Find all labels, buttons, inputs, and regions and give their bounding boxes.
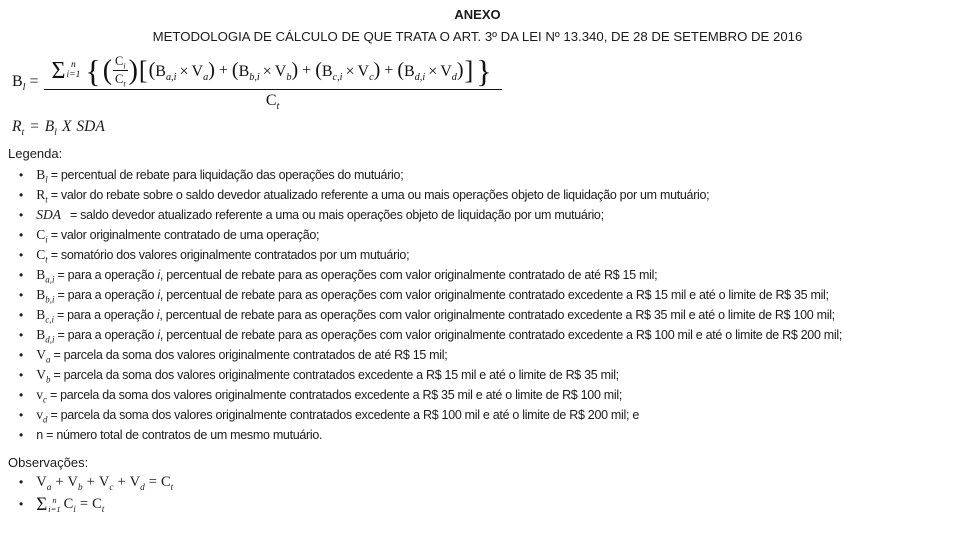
formula-bl-lhs: [12, 73, 26, 94]
legend-text: = somatório dos valores originalmente contratados por um mutuário;: [50, 248, 410, 262]
summation-limits: [67, 61, 81, 81]
observation-2: • Σ n i=1 $C_i = C_t$: [19, 494, 105, 516]
formula-rt: $R_t = B_l$ X SDA: [12, 118, 105, 139]
legend-item-ct: [8, 245, 947, 265]
legend-symbol: n: [36, 428, 44, 442]
legend-text: = valor do rebate sobre o saldo devedor atualizado referente a uma ou mais operações objeto de liquidação por um mutuário;: [50, 188, 710, 202]
legend-heading: Legenda:: [8, 146, 63, 161]
formula-bl: [12, 52, 947, 113]
sum-upper-limit: n: [71, 59, 76, 70]
legend-item-n: [8, 425, 947, 445]
legend-symbol: SDA: [36, 207, 61, 222]
times-icon: ×: [262, 63, 272, 80]
bullet-icon: •: [19, 475, 24, 489]
legend-item-bai: [8, 265, 947, 285]
bullet-icon: •: [19, 328, 24, 342]
legend-item-vc: [8, 385, 947, 405]
legend-text: = para a operação i, percentual de rebate para as operações com valor originalmente contratado excedente a R$ 35 mil e até o limite de R$ 100 mil;: [56, 308, 835, 322]
bullet-icon: •: [19, 208, 24, 222]
close-paren: ): [128, 54, 138, 86]
observations-heading: Observações:: [8, 455, 89, 470]
equals-sign: =: [29, 118, 40, 135]
legend-symbol: $B_{d,i}$: [36, 327, 55, 345]
rt-base: R: [12, 118, 22, 135]
legend-symbol: $B_l$: [36, 167, 48, 185]
bullet-icon: •: [19, 428, 24, 442]
bullet-icon: •: [19, 248, 24, 262]
plus-sign: +: [302, 61, 312, 79]
legend-text: = parcela da soma dos valores originalmente contratados de até R$ 15 mil;: [53, 348, 448, 362]
open-brace: {: [85, 52, 101, 89]
legend-item-rt: [8, 185, 947, 205]
close-brace: }: [476, 52, 492, 89]
open-paren: (: [102, 54, 113, 86]
fraction-denominator: $C_t$: [44, 89, 502, 110]
main-fraction: [44, 52, 502, 113]
legend-item-bci: [8, 305, 947, 325]
legend-list: [8, 165, 947, 445]
term-1: $(B_{a,i} \times V_a)$: [148, 59, 215, 84]
inner-fraction-numerator: $C_i$: [115, 54, 126, 71]
equals-sign: =: [29, 73, 39, 90]
sda-symbol: SDA: [76, 118, 105, 135]
legend-text: = valor originalmente contratado de uma operação;: [50, 228, 320, 242]
bullet-icon: •: [19, 308, 24, 322]
bullet-icon: •: [19, 388, 24, 402]
legend-text: = para a operação i, percentual de rebate para as operações com valor originalmente contratado excedente a R$ 15 mil e até o limite de R$ 35 mil;: [57, 288, 829, 302]
bullet-icon: •: [19, 188, 24, 202]
legend-item-va: [8, 345, 947, 365]
legend-symbol: $B_{a,i}$: [36, 267, 55, 285]
plus-sign: +: [86, 474, 95, 490]
sigma-icon: Σ: [36, 494, 48, 516]
legend-symbol: $B_{c,i}$: [36, 307, 54, 325]
legend-symbol: $V_b$: [36, 367, 51, 385]
bullet-icon: •: [19, 228, 24, 242]
page-subtitle: METODOLOGIA DE CÁLCULO DE QUE TRATA O ART. 3º DA LEI Nº 13.340, DE 28 DE SETEMBRO DE 2016: [152, 29, 803, 44]
legend-item-ci: [8, 225, 947, 245]
open-bracket: [: [138, 55, 148, 85]
legend-symbol: $C_i$: [36, 227, 48, 245]
legend-symbol: $R_t$: [36, 187, 48, 205]
plus-sign: +: [218, 61, 228, 79]
times-icon: ×: [179, 63, 189, 80]
legend-text: = parcela da soma dos valores originalmente contratados excedente a R$ 35 mil e até o limite de R$ 100 mil;: [49, 388, 623, 402]
observation-1: • $V_a + V_b + V_c + V_d = C_t$: [8, 471, 947, 493]
bullet-icon: •: [19, 368, 24, 382]
legend-item-bbi: [8, 285, 947, 305]
inner-fraction-denominator: $C_t$: [115, 72, 126, 89]
term-2: $(B_{b,i} \times V_b)$: [231, 59, 299, 84]
summation-symbol: [52, 59, 81, 83]
plus-sign: +: [117, 474, 126, 490]
legend-text: = saldo devedor atualizado referente a uma ou mais operações objeto de liquidação por um mutuário;: [69, 208, 604, 222]
bullet-icon: •: [19, 268, 24, 282]
legend-symbol: $v_c$: [36, 387, 47, 405]
bullet-icon: •: [19, 408, 24, 422]
legend-text: = para a operação i, percentual de rebate para as operações com valor originalmente contratado de até R$ 15 mil;: [57, 268, 658, 282]
term-4: $(B_{d,i} \times V_d)$: [397, 59, 464, 84]
bl-subscript: l: [22, 82, 26, 94]
legend-item-vd: [8, 405, 947, 425]
plus-sign: +: [55, 474, 64, 490]
legend-text: = parcela da soma dos valores originalmente contratados excedente a R$ 15 mil e até o limite de R$ 35 mil;: [53, 368, 619, 382]
multiply-x: X: [61, 118, 72, 135]
plus-sign: +: [384, 61, 394, 79]
fraction-numerator: [44, 54, 502, 89]
times-icon: ×: [345, 63, 355, 80]
legend-symbol: $v_d$: [36, 407, 48, 425]
sum-lower-limit: i=1: [48, 503, 61, 514]
legend-item-sda: [8, 205, 947, 225]
legend-symbol: $V_a$: [36, 347, 51, 365]
bl-base: B: [12, 73, 23, 90]
bullet-icon: •: [19, 348, 24, 362]
times-icon: ×: [428, 63, 438, 80]
sum-lower-limit: i=1: [66, 69, 81, 80]
legend-item-vb: [8, 365, 947, 385]
equals-sign: =: [148, 474, 157, 490]
legend-text: = para a operação i, percentual de rebate para as operações com valor originalmente contratado excedente a R$ 100 mil e até o limite de R$ 200 mil;: [57, 328, 843, 342]
sigma-icon: Σ: [51, 57, 66, 84]
bullet-icon: •: [19, 497, 24, 511]
sum-upper-limit: n: [52, 494, 57, 505]
summation-symbol: [36, 495, 60, 514]
equals-sign: =: [79, 496, 89, 512]
legend-symbol: $B_{b,i}$: [36, 287, 55, 305]
legend-text: = percentual de rebate para liquidação das operações do mutuário;: [50, 168, 404, 182]
bullet-icon: •: [19, 168, 24, 182]
legend-text: = número total de contratos de um mesmo mutuário.: [46, 428, 323, 442]
page-title: ANEXO: [454, 7, 501, 22]
legend-text: = parcela da soma dos valores originalmente contratados excedente a R$ 100 mil e até o limite de R$ 200 mil; e: [50, 408, 639, 422]
bullet-icon: •: [19, 288, 24, 302]
close-bracket: ]: [464, 55, 474, 85]
term-3: $(B_{c,i} \times V_c)$: [315, 59, 381, 84]
legend-item-bl: [8, 165, 947, 185]
legend-item-bdi: [8, 325, 947, 345]
legend-symbol: $C_t$: [36, 247, 48, 265]
inner-fraction: [113, 54, 128, 87]
